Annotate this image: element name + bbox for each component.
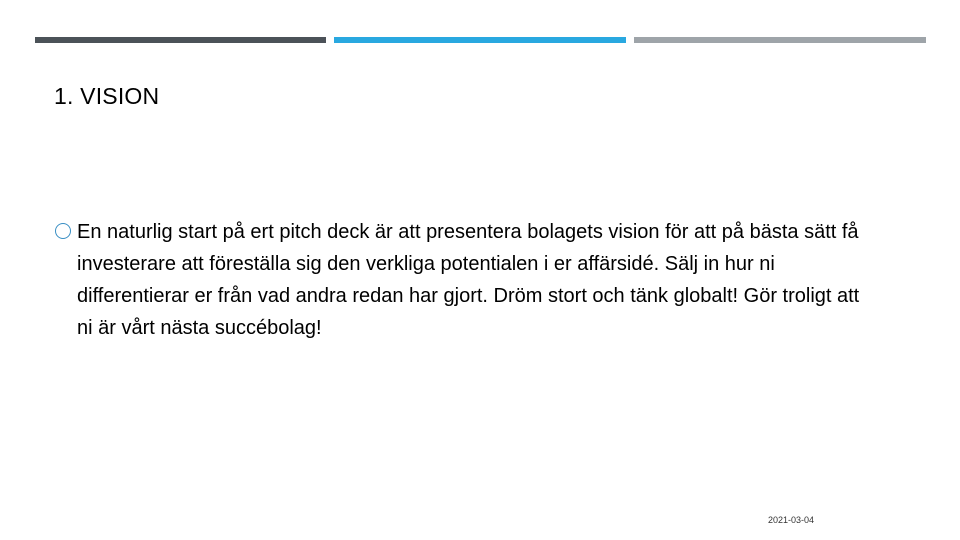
- slide-title: 1. VISION: [54, 83, 160, 109]
- slide-content: [55, 216, 865, 344]
- bullet-item: [55, 216, 865, 344]
- footer-date: 2021-03-04: [768, 515, 815, 525]
- accent-bar-gray: [634, 37, 926, 43]
- header-accent-bars: [35, 37, 926, 43]
- accent-bar-dark: [35, 37, 326, 43]
- bullet-text: En naturlig start på ert pitch deck är att presentera bolagets vision för att på bästa sätt få investerare att föreställa sig den verkliga potentialen i er affärsidé. Sälj in hur ni differentierar er från vad andra redan har gjort. Dröm stort och tänk globalt! Gör troligt att ni är vårt nästa succébolag!: [77, 221, 860, 339]
- accent-bar-blue: [334, 37, 626, 43]
- hollow-circle-icon: [55, 223, 71, 239]
